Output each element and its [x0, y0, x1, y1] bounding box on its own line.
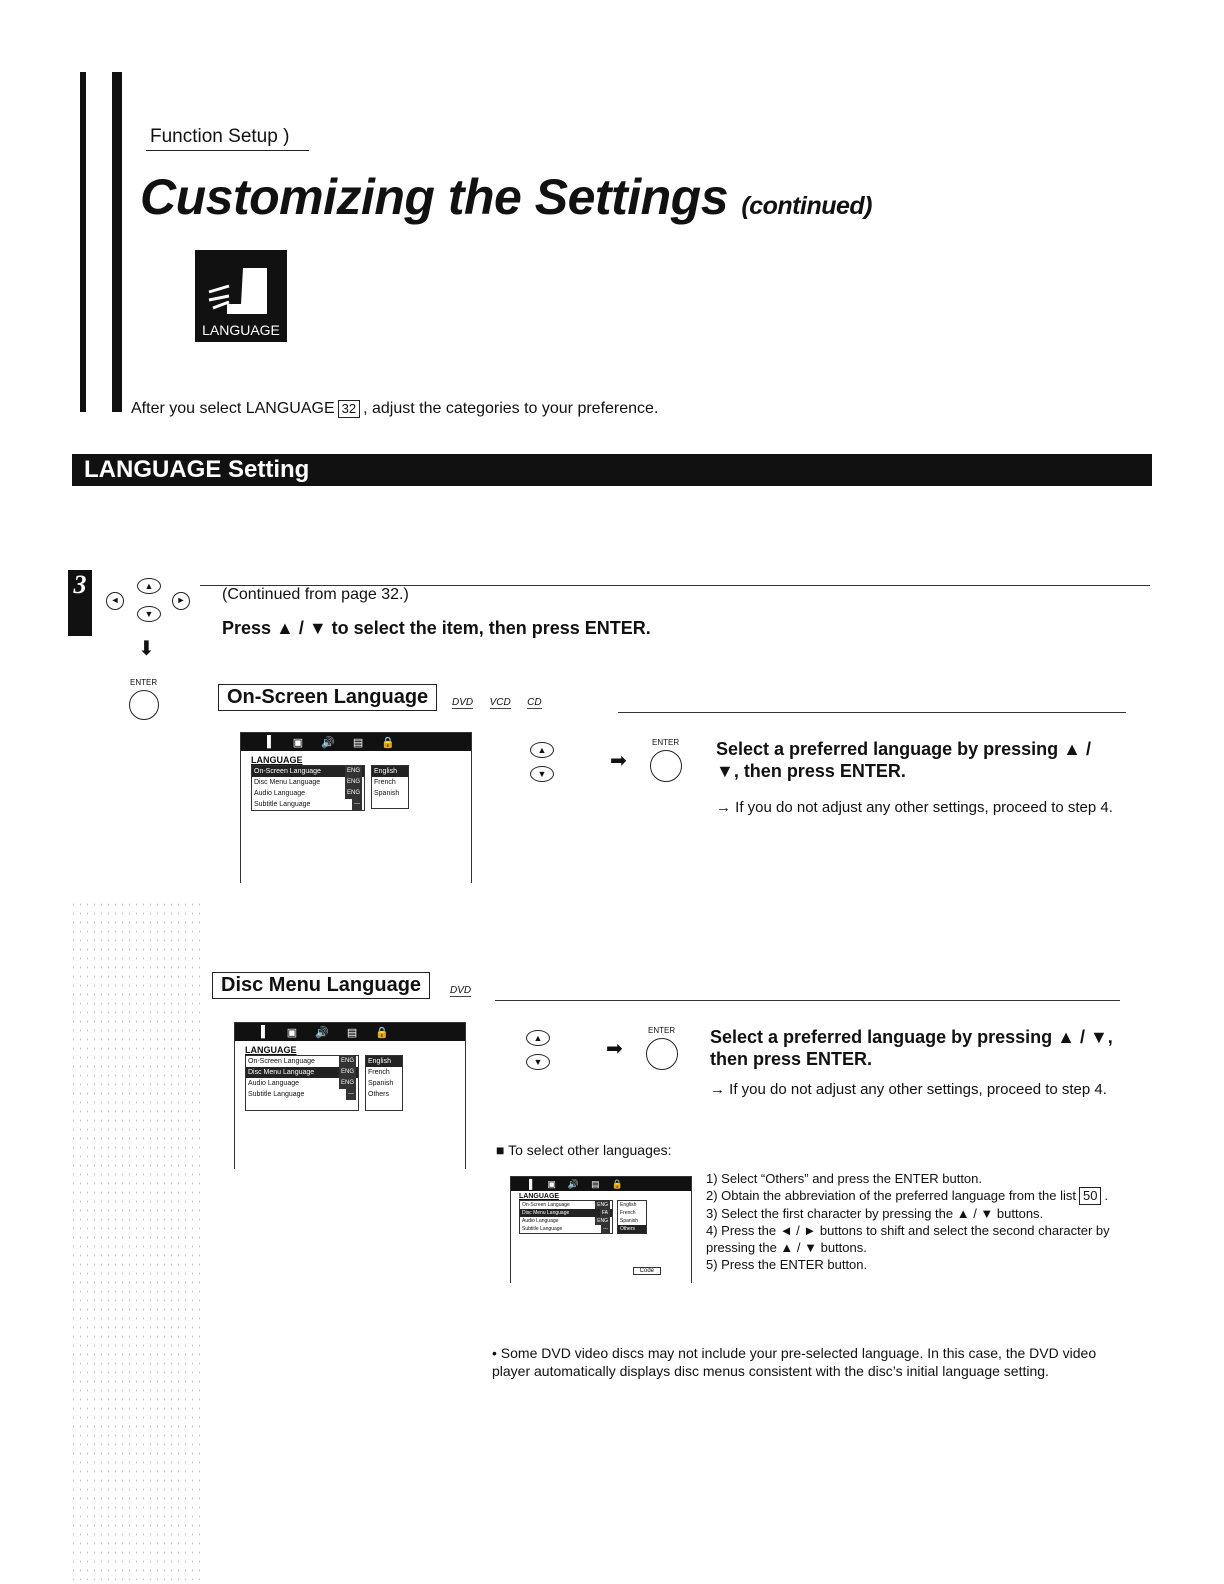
disc-menu-formats — [450, 980, 483, 998]
osd-option[interactable]: Spanish — [620, 1218, 639, 1224]
on-screen-divider — [618, 712, 1126, 713]
osd-title: LANGUAGE — [519, 1193, 560, 1200]
audio-tab-icon: 🔊 — [567, 1178, 580, 1189]
on-screen-note: → If you do not adjust any other settings, proceed to step 4. — [716, 799, 1113, 816]
language-tab-icon: ▌ — [267, 736, 275, 748]
on-screen-osd — [240, 732, 472, 883]
audio-tab-icon: 🔊 — [315, 1026, 329, 1039]
disc-menu-heading: Disc Menu Language — [212, 972, 430, 999]
osd-row[interactable]: Audio Language ENG — [254, 790, 360, 797]
enter-button[interactable] — [129, 690, 159, 720]
down-button[interactable]: ▼ — [526, 1054, 550, 1070]
format-badge: CD — [527, 697, 542, 708]
down-arrow-icon: ⬇ — [138, 638, 155, 660]
osd-option[interactable]: French — [620, 1210, 636, 1216]
other-languages-heading: ■ To select other languages: — [496, 1142, 672, 1158]
osd-option[interactable]: French — [368, 1069, 390, 1076]
page-title: Customizing the Settings (continued) — [140, 169, 872, 225]
language-tab-icon: ▌ — [261, 1026, 269, 1038]
code-entry-osd — [510, 1176, 692, 1283]
display-tab-icon: ▤ — [591, 1178, 600, 1189]
osd-tab-bar — [235, 1023, 465, 1041]
list-item: 1) Select “Others” and press the ENTER button. — [706, 1171, 983, 1186]
right-arrow-icon: ➡ — [606, 1038, 623, 1060]
picture-tab-icon: ▣ — [286, 1026, 298, 1039]
display-tab-icon: ▤ — [352, 736, 364, 749]
osd-option[interactable]: English — [620, 1202, 637, 1208]
enter-button[interactable] — [650, 750, 682, 782]
lock-tab-icon: 🔒 — [375, 1026, 390, 1039]
other-languages-steps — [706, 1170, 1122, 1273]
osd-row[interactable]: Disc Menu Language ENG — [246, 1067, 358, 1078]
format-badge: DVD — [450, 985, 472, 996]
format-badge: VCD — [489, 697, 511, 708]
osd-row[interactable]: On-Screen Language ENG — [252, 766, 364, 777]
step-number: 3 — [68, 570, 92, 636]
disc-menu-note: → If you do not adjust any other settings, proceed to step 4. — [710, 1081, 1107, 1098]
osd-row[interactable]: Disc Menu Language ENG — [254, 779, 360, 786]
disc-menu-divider — [495, 1000, 1120, 1001]
disc-menu-instruction: Select a preferred language by pressing ▲ / ▼, then press ENTER. — [710, 1027, 1113, 1069]
osd-row[interactable]: Audio Language ENG — [248, 1080, 354, 1087]
list-item: 2) Obtain the abbreviation of the preferred language from the list 50 . — [706, 1188, 1109, 1203]
osd-row[interactable]: Subtitle Language --- — [254, 801, 360, 808]
lock-tab-icon: 🔒 — [381, 736, 396, 749]
osd-option[interactable]: Others — [618, 1225, 646, 1233]
section-label: Function Setup ) — [146, 126, 309, 151]
enter-label: ENTER — [130, 678, 158, 687]
display-tab-icon: ▤ — [346, 1026, 358, 1039]
osd-tab-bar — [241, 733, 471, 751]
list-item: 5) Press the ENTER button. — [706, 1257, 868, 1272]
chapter-bar — [80, 72, 86, 412]
up-button[interactable]: ▲ — [137, 578, 161, 594]
on-screen-formats — [452, 692, 554, 710]
footnote: • Some DVD video discs may not include your pre-selected language. In this case, the DVD video player automatically displays disc menus consistent with the disc’s initial language setting. — [492, 1345, 1097, 1379]
step-instruction: Press ▲ / ▼ to select the item, then press ENTER. — [222, 618, 651, 638]
osd-row[interactable]: Subtitle Language --- — [248, 1091, 354, 1098]
osd-option[interactable]: English — [366, 1056, 402, 1067]
intro-text: After you select LANGUAGE 32 , adjust the categories to your preference. — [131, 400, 659, 417]
osd-option[interactable]: Spanish — [368, 1080, 394, 1087]
format-badge: DVD — [452, 697, 474, 708]
language-icon: LANGUAGE — [195, 250, 287, 342]
enter-button[interactable] — [646, 1038, 678, 1070]
list-item: 4) Press the ◄ / ► buttons to shift and select the second character by pressing the ▲ / ▼ buttons. — [706, 1223, 1110, 1255]
osd-row[interactable]: Disc Menu Language FA — [520, 1209, 612, 1217]
osd-tab-bar — [511, 1177, 691, 1191]
lock-tab-icon: 🔒 — [611, 1178, 623, 1189]
list-item: 3) Select the first character by pressing the ▲ / ▼ buttons. — [706, 1206, 1044, 1221]
osd-row[interactable]: On-Screen Language ENG — [248, 1058, 354, 1065]
osd-row[interactable]: Audio Language ENG — [522, 1218, 608, 1224]
picture-tab-icon: ▣ — [547, 1178, 556, 1189]
code-field[interactable]: Code — [633, 1267, 661, 1275]
section-banner: LANGUAGE Setting — [72, 454, 1152, 486]
osd-option[interactable]: Spanish — [374, 790, 400, 797]
left-button[interactable]: ◄ — [106, 592, 124, 610]
down-button[interactable]: ▼ — [530, 766, 554, 782]
osd-title: LANGUAGE — [251, 755, 303, 765]
right-arrow-icon: ➡ — [610, 750, 627, 772]
osd-row[interactable]: Subtitle Language --- — [522, 1226, 608, 1232]
continued-note: (Continued from page 32.) — [222, 586, 409, 603]
language-tab-icon: ▌ — [529, 1179, 536, 1189]
on-screen-heading: On-Screen Language — [218, 684, 437, 711]
on-screen-instruction: Select a preferred language by pressing ▲ / ▼, then press ENTER. — [716, 739, 1091, 781]
osd-option[interactable]: French — [374, 779, 396, 786]
margin-texture — [70, 900, 200, 1580]
osd-row[interactable]: On-Screen Language ENG — [522, 1202, 608, 1208]
picture-tab-icon: ▣ — [292, 736, 304, 749]
disc-menu-osd — [234, 1022, 466, 1169]
enter-label: ENTER — [648, 1026, 676, 1035]
chapter-bar-thick — [112, 72, 122, 412]
up-button[interactable]: ▲ — [530, 742, 554, 758]
down-button[interactable]: ▼ — [137, 606, 161, 622]
osd-title: LANGUAGE — [245, 1045, 297, 1055]
enter-label: ENTER — [652, 738, 680, 747]
right-button[interactable]: ► — [172, 592, 190, 610]
osd-option[interactable]: English — [372, 766, 408, 777]
osd-option[interactable]: Others — [368, 1091, 390, 1098]
audio-tab-icon: 🔊 — [321, 736, 335, 749]
up-button[interactable]: ▲ — [526, 1030, 550, 1046]
